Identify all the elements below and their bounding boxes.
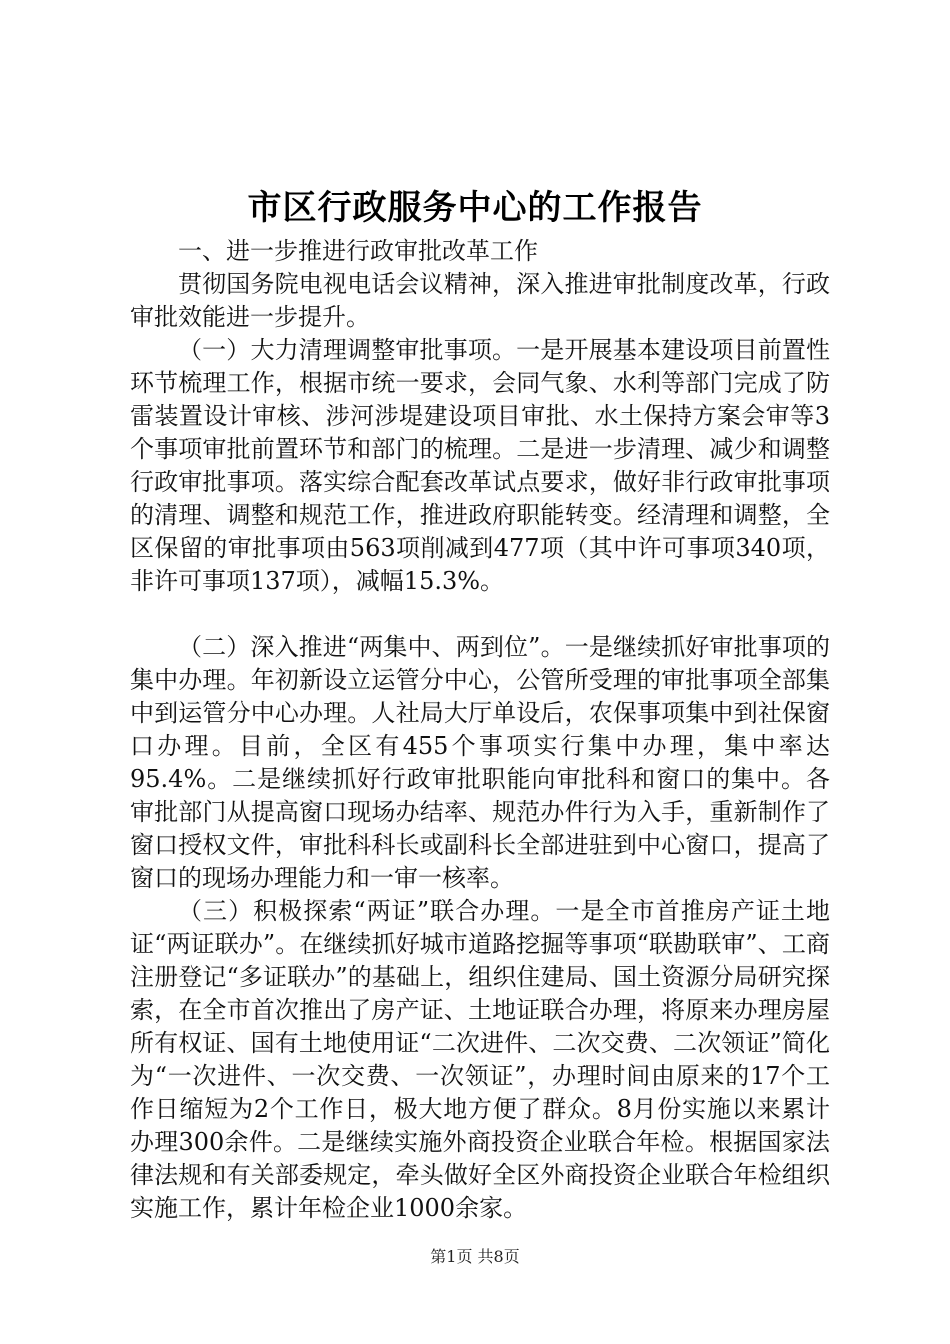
document-body xyxy=(130,235,830,1225)
section-heading: 一、进一步推进行政审批改革工作 xyxy=(178,237,538,265)
paragraph-intro: 贯彻国务院电视电话会议精神，深入推进审批制度改革，行政审批效能进一步提升。 xyxy=(130,270,830,331)
page-footer: 第1页 共8页 xyxy=(430,1247,520,1266)
paragraph-item-1: （一）大力清理调整审批事项。一是开展基本建设项目前置性环节梳理工作，根据市统一要求，会同气象、水利等部门完成了防雷装置设计审核、涉河涉堤建设项目审批、水土保持方案会审等3个事项审批前置环节和部门的梳理。二是进一步清理、减少和调整行政审批事项。落实综合配套改革试点要求，做好非行政审批事项的清理、调整和规范工作，推进政府职能转变。经清理和调整，全区保留的审批事项由563项削减到477项（其中许可事项340项，非许可事项137项），减幅15.3%。 xyxy=(130,336,830,595)
document-title: 市区行政服务中心的工作报告 xyxy=(247,188,703,228)
paragraph-item-2: （二）深入推进“两集中、两到位”。一是继续抓好审批事项的集中办理。年初新设立运管分中心，公管所受理的审批事项全部集中到运管分中心办理。人社局大厅单设后，农保事项集中到社保窗口办理。目前，全区有455个事项实行集中办理，集中率达95.4%。二是继续抓好行政审批职能向审批科和窗口的集中。各审批部门从提高窗口现场办结率、规范办件行为入手，重新制作了窗口授权文件，审批科科长或副科长全部进驻到中心窗口，提高了窗口的现场办理能力和一审一核率。 xyxy=(130,633,830,892)
paragraph-item-3: （三）积极探索“两证”联合办理。一是全市首推房产证土地证“两证联办”。在继续抓好城市道路挖掘等事项“联勘联审”、工商注册登记“多证联办”的基础上，组织住建局、国土资源分局研究探索，在全市首次推出了房产证、土地证联合办理，将原来办理房屋所有权证、国有土地使用证“二次进件、二次交费、二次领证”简化为“一次进件、一次交费、一次领证”，办理时间由原来的17个工作日缩短为2个工作日，极大地方便了群众。8月份实施以来累计办理300余件。二是继续实施外商投资企业联合年检。根据国家法律法规和有关部委规定，牵头做好全区外商投资企业联合年检组织实施工作，累计年检企业1000余家。 xyxy=(130,897,830,1222)
